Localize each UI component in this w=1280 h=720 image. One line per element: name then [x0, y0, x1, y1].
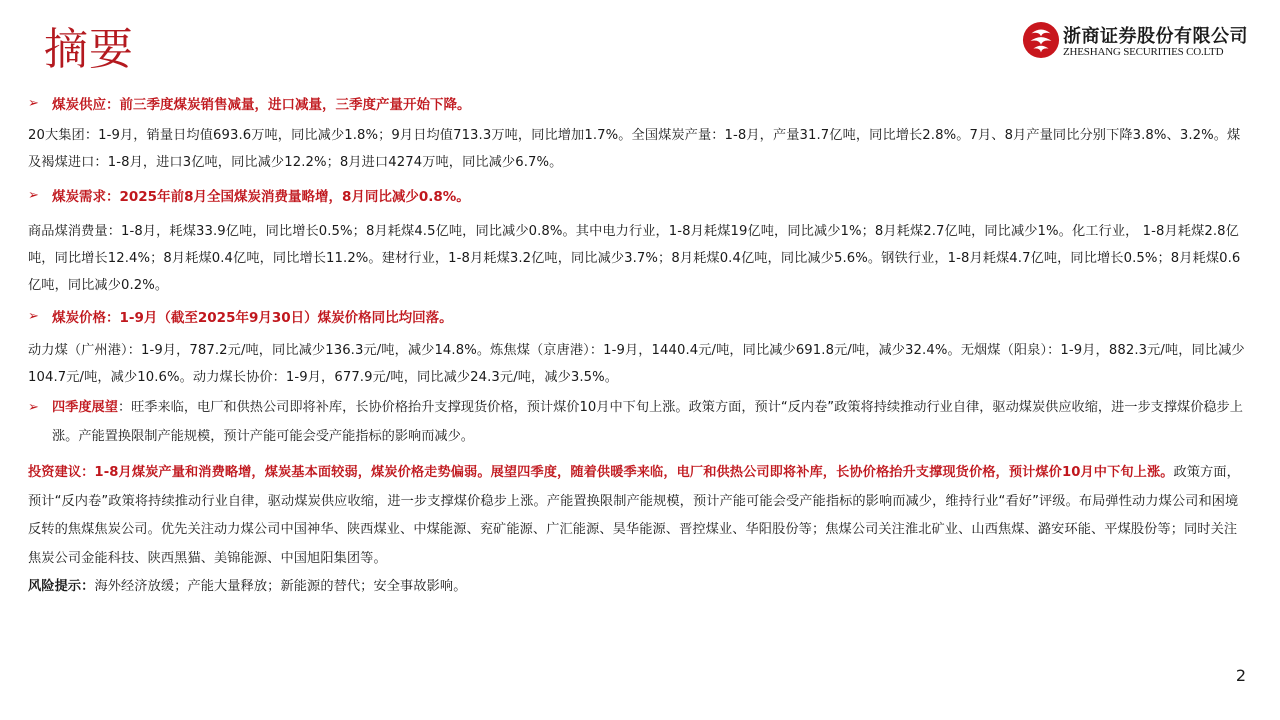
outlook-body: ：旺季来临，电厂和供热公司即将补库，长协价格抬升支撑现货价格，预计煤价10月中下旬上涨。政策方面，预计“反内卷”政策将持续推动行业自律，驱动煤炭供应收缩，进一步支撑煤价稳步上涨。产能置换限制产能规模，预计产能可能会受产能指标的影响而减少。 — [52, 400, 1243, 444]
supply-heading-text: 煤炭供应：前三季度煤炭销售减量，进口减量，三季度产量开始下降。 — [52, 97, 471, 113]
arrowhead-bullet-icon: ➢ — [28, 400, 39, 415]
supply-heading — [28, 90, 1250, 116]
arrowhead-bullet-icon: ➢ — [28, 308, 39, 324]
logo-name-en: ZHESHANG SECURITIES CO.LTD — [1063, 46, 1224, 58]
advice-lead: 投资建议：1-8月煤炭产量和消费略增，煤炭基本面较弱，煤炭价格走势偏弱。展望四季度，随着供暖季来临，电厂和供热公司即将补库，长协价格抬升支撑现货价格，预计煤价10月中下旬上涨。 — [28, 465, 1174, 480]
demand-heading — [28, 182, 1250, 208]
page-number: 2 — [1235, 666, 1246, 685]
arrowhead-bullet-icon: ➢ — [28, 95, 39, 111]
price-body: 动力煤（广州港）：1-9月，787.2元/吨，同比减少136.3元/吨，减少14.8%。炼焦煤（京唐港）：1-9月，1440.4元/吨，同比减少691.8元/吨，减少32.4%。无烟煤（阳泉）：1-9月，882.3元/吨，同比减少104.7元/吨，减少10.6%。动力煤长协价：1-9月，677.9元/吨，同比减少24.3元/吨，减少3.5%。 — [28, 343, 1245, 385]
outlook-bullet — [28, 393, 1250, 451]
arrowhead-bullet-icon: ➢ — [28, 187, 39, 203]
price-heading-text: 煤炭价格：1-9月（截至2025年9月30日）煤炭价格同比均回落。 — [52, 310, 453, 326]
risk-label: 风险提示： — [28, 579, 95, 594]
company-logo — [1022, 20, 1252, 64]
outlook-label: 四季度展望 — [52, 400, 118, 415]
page-title: 摘要 — [44, 24, 134, 75]
risk-body: 海外经济放缓；产能大量释放；新能源的替代；安全事故影响。 — [94, 579, 467, 594]
zheshang-logo-icon — [1022, 21, 1060, 59]
price-heading — [28, 303, 1250, 329]
demand-body: 商品煤消费量：1-8月，耗煤33.9亿吨，同比增长0.5%；8月耗煤4.5亿吨，同比减少0.8%。其中电力行业，1-8月耗煤19亿吨，同比减少1%；8月耗煤2.7亿吨，同比减少1%。化工行业， 1-8月耗煤2.8亿吨，同比增长12.4%；8月耗煤0.4亿吨，同比增长11.2%。建材行业，1-8月耗煤3.2亿吨，同比减少3.7%；8月耗煤0.4亿吨，同比减少5.6%。钢铁行业，1-8月耗煤4.7亿吨，同比增长0.5%；8月耗煤0.6亿吨，同比减少0.2%。 — [28, 224, 1241, 293]
demand-heading-text: 煤炭需求：2025年前8月全国煤炭消费量略增，8月同比减少0.8%。 — [52, 189, 470, 205]
summary-content — [28, 90, 1250, 600]
risk-paragraph — [28, 573, 1250, 600]
logo-name-cn: 浙商证券股份有限公司 — [1063, 26, 1248, 47]
supply-body: 20大集团：1-9月，销量日均值693.6万吨，同比减少1.8%；9月日均值713.3万吨，同比增加1.7%。全国煤炭产量：1-8月，产量31.7亿吨，同比增长2.8%。7月、8月产量同比分别下降3.8%、3.2%。煤及褐煤进口：1-8月，进口3亿吨，同比减少12.2%；8月进口4274万吨，同比减少6.7%。 — [28, 128, 1241, 170]
advice-paragraph — [28, 459, 1250, 573]
advice-body: 政策方面，预计“反内卷”政策将持续推动行业自律，驱动煤炭供应收缩，进一步支撑煤价稳步上涨。产能置换限制产能规模，预计产能可能会受产能指标的影响而减少，维持行业“看好”评级。布局弹性动力煤公司和困境反转的焦煤焦炭公司。优先关注动力煤公司中国神华、陕西煤业、中煤能源、兖矿能源、广汇能源、昊华能源、晋控煤业、华阳股份等；焦煤公司关注淮北矿业、山西焦煤、潞安环能、平煤股份等；同时关注焦炭公司金能科技、陕西黑猫、美锦能源、中国旭阳集团等。 — [28, 465, 1240, 566]
